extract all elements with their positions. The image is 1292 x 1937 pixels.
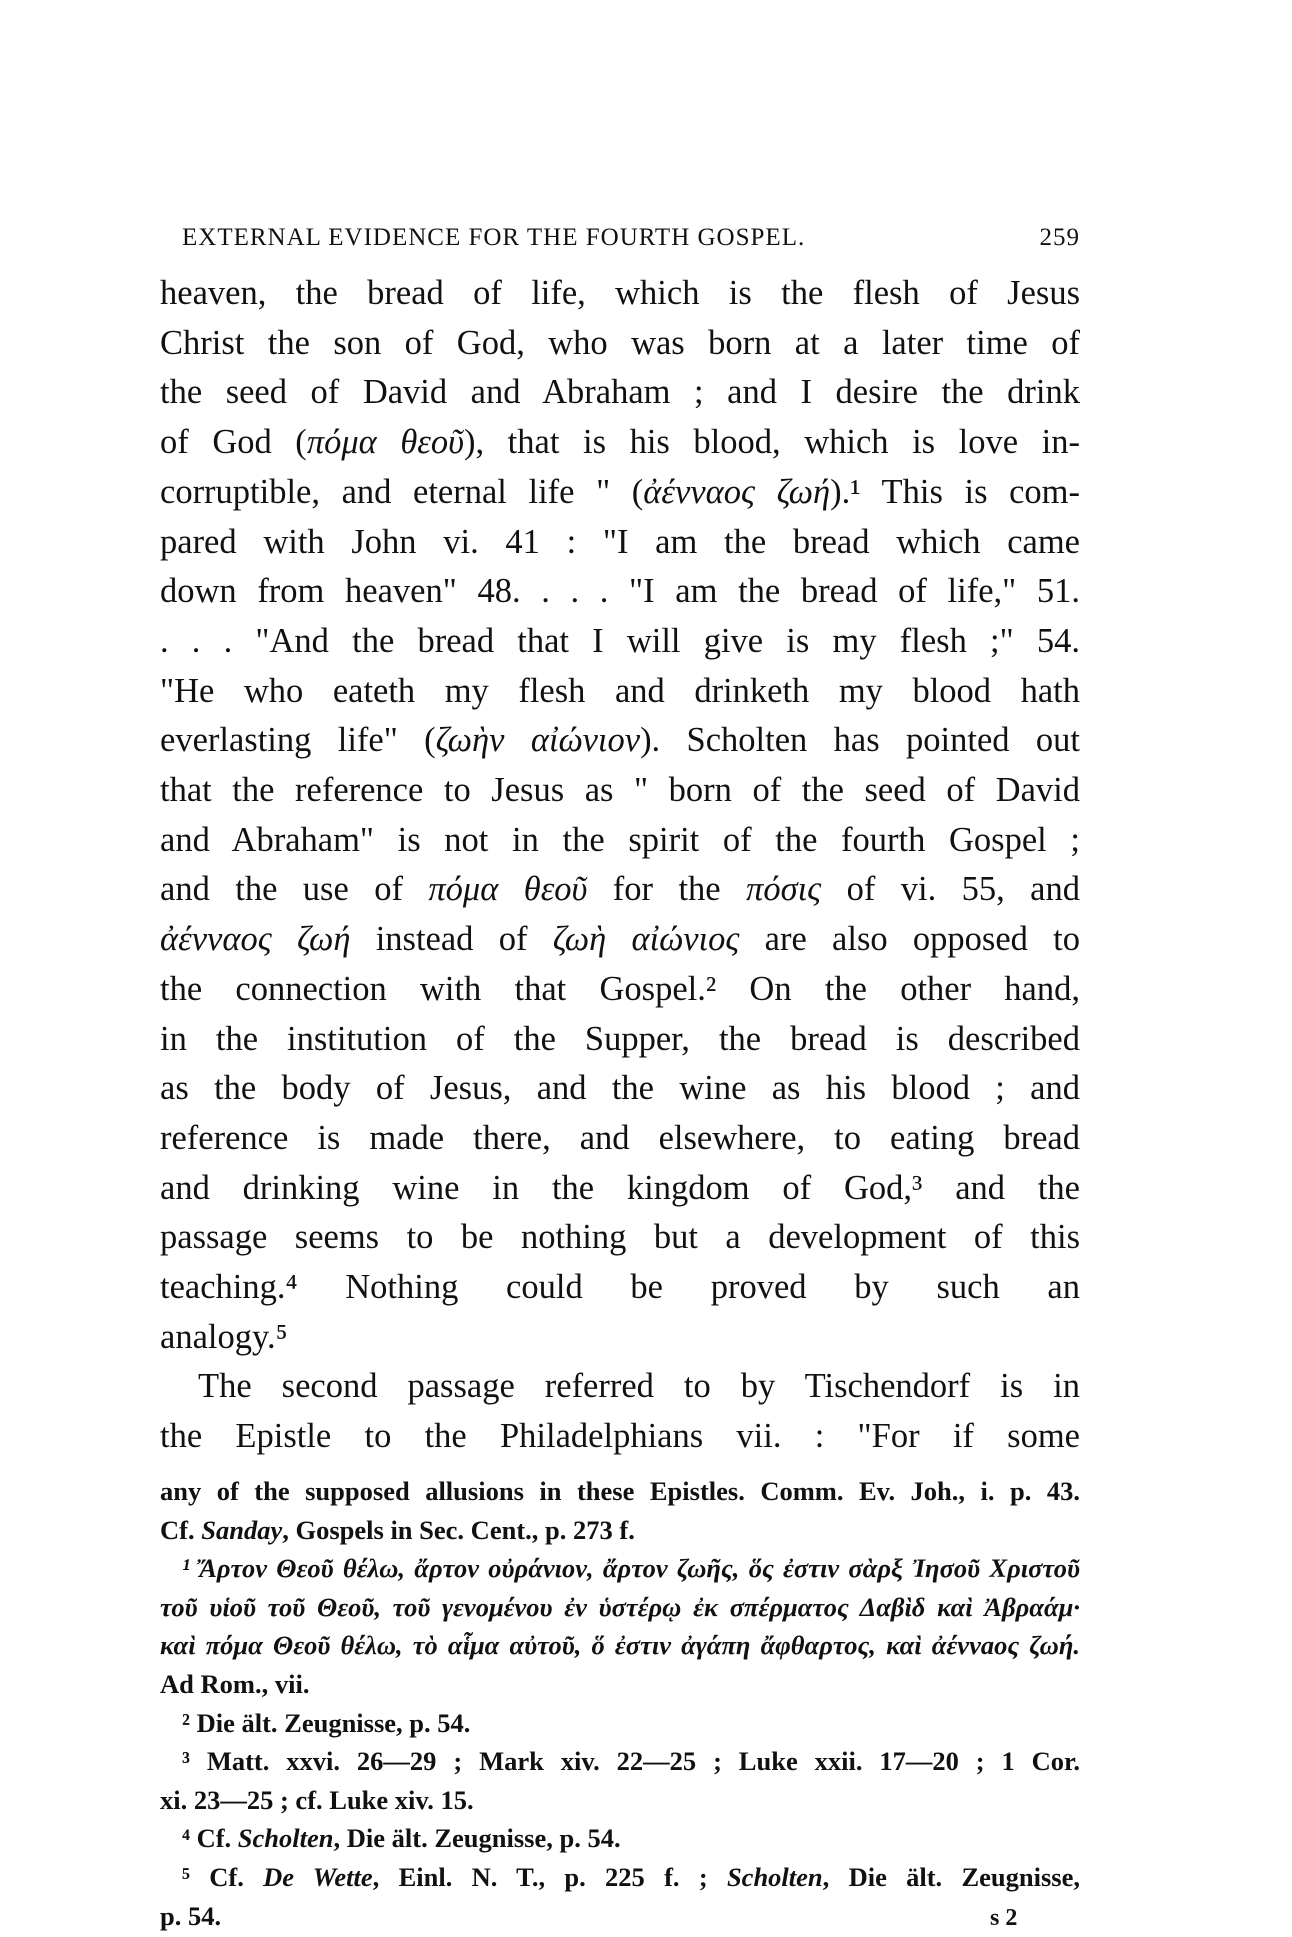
text-segment: any of the supposed allusions in these Epistles. Comm. Ev. Joh., i. p. 43.: [160, 1476, 1080, 1506]
footnote-line: [182, 1817, 1080, 1859]
text-line: [160, 268, 1080, 318]
text-line: [160, 467, 1080, 517]
text-segment: ² Die ält. Zeugnisse, p. 54.: [182, 1707, 471, 1738]
text-segment: corruptible, and eternal life " (: [160, 472, 644, 511]
text-segment: analogy.⁵: [160, 1317, 288, 1356]
text-segment: instead of: [350, 920, 553, 959]
text-line: [160, 1312, 1080, 1362]
text-line: [160, 616, 1080, 666]
text-segment: ), that is his blood, which is love in-: [463, 423, 1080, 462]
text-segment: reference is made there, and elsewhere, to eating bread: [160, 1118, 1080, 1157]
signature-mark: s 2: [990, 1905, 1018, 1931]
text-line: [198, 1361, 1080, 1411]
running-title: EXTERNAL EVIDENCE FOR THE FOURTH GOSPEL.: [182, 224, 806, 251]
text-segment: everlasting life" (: [160, 721, 436, 760]
text-segment: pared with John vi. 41 : "I am the bread which came: [160, 522, 1080, 561]
footnote-line: [160, 1779, 1080, 1821]
text-line: [160, 1262, 1080, 1312]
italic-text: τοῦ υἱοῦ τοῦ Θεοῦ, τοῦ γενομένου ἐν ὑστέρῳ ἐκ σπέρματος Δαβὶδ καὶ Ἀβραάμ·: [160, 1591, 1080, 1622]
footnote-line: [160, 1895, 1080, 1937]
text-segment: in the institution of the Supper, the bread is described: [160, 1019, 1080, 1058]
text-segment: of God (: [160, 423, 307, 462]
text-line: [160, 715, 1080, 765]
text-segment: ⁵ Cf.: [182, 1862, 264, 1892]
footnote-line: [160, 1586, 1080, 1628]
italic-text: Scholten: [726, 1862, 823, 1892]
italic-text: ἀένναος ζωή: [643, 472, 831, 511]
text-line: [160, 318, 1080, 368]
text-segment: the seed of David and Abraham ; and I desire the drink: [160, 373, 1080, 412]
text-segment: , Die ält. Zeugnisse,: [822, 1862, 1080, 1892]
footnote-line: [160, 1509, 1080, 1551]
italic-text: Sanday: [201, 1514, 283, 1545]
text-segment: the Epistle to the Philadelphians vii. : "For if some: [160, 1417, 1080, 1456]
text-segment: , Einl. N. T., p. 225 f. ;: [372, 1862, 727, 1892]
text-segment: for the: [587, 870, 747, 909]
text-segment: p. 54.: [160, 1900, 222, 1931]
text-segment: Ad Rom., vii.: [160, 1669, 310, 1699]
text-segment: heaven, the bread of life, which is the flesh of Jesus: [160, 274, 1080, 312]
text-line: [160, 1063, 1080, 1113]
text-line: [160, 566, 1080, 616]
italic-text: πόσις: [746, 870, 822, 909]
text-line: [160, 864, 1080, 914]
text-segment: the connection with that Gospel.² On the other hand,: [160, 969, 1080, 1008]
italic-text: ¹ Ἄρτον Θεοῦ θέλω, ἄρτον οὐράνιον, ἄρτον ζωῆς, ὅς ἐστιν σὰρξ Ἰησοῦ Χριστοῦ: [182, 1553, 1080, 1584]
italic-text: ἀένναος ζωή: [160, 920, 351, 959]
text-segment: that the reference to Jesus as " born of the seed of David: [160, 771, 1080, 809]
italic-text: καὶ πόμα Θεοῦ θέλω, τὸ αἷμα αὐτοῦ, ὅ ἐστιν ἀγάπη ἄφθαρτος, καὶ ἀέννaος ζωή.: [160, 1630, 1080, 1661]
text-line: [160, 1163, 1080, 1213]
italic-text: Scholten: [237, 1823, 334, 1854]
text-segment: are also opposed to: [739, 920, 1081, 959]
footnote-line: [182, 1547, 1080, 1589]
footnote-line: [182, 1740, 1080, 1782]
text-line: [160, 1014, 1080, 1064]
text-line: [160, 367, 1080, 417]
footnote-line: [160, 1624, 1080, 1666]
footnote-line: [160, 1470, 1080, 1512]
text-line: [160, 765, 1080, 815]
text-segment: Cf.: [160, 1514, 202, 1545]
text-segment: "He who eateth my flesh and drinketh my blood hath: [160, 671, 1080, 710]
text-segment: and Abraham" is not in the spirit of the fourth Gospel ;: [160, 820, 1080, 859]
text-segment: down from heaven" 48. . . . "I am the bread of life," 51.: [160, 572, 1080, 611]
text-segment: ).¹ This is com-: [830, 472, 1081, 511]
text-line: [160, 1113, 1080, 1163]
text-segment: and drinking wine in the kingdom of God,³ and the: [160, 1168, 1080, 1207]
text-segment: teaching.⁴ Nothing could be proved by such an: [160, 1268, 1080, 1306]
text-segment: The second passage referred to by Tischendorf is in: [198, 1367, 1080, 1406]
text-segment: , Gospels in Sec. Cent., p. 273 f.: [282, 1514, 635, 1545]
italic-text: ζωὴν αἰώνιον: [435, 721, 641, 760]
footnote-line: [182, 1856, 1080, 1898]
text-segment: ³ Matt. xxvi. 26—29 ; Mark xiv. 22—25 ; Luke xxii. 17—20 ; 1 Cor.: [182, 1746, 1080, 1777]
italic-text: ζωὴ αἰώνιος: [552, 920, 740, 959]
text-line: [160, 1411, 1080, 1461]
text-line: [160, 964, 1080, 1014]
italic-text: De Wette: [263, 1862, 373, 1892]
text-line: [160, 914, 1080, 964]
text-segment: Christ the son of God, who was born at a later time of: [160, 323, 1080, 362]
running-header: [182, 224, 1080, 252]
text-segment: ⁴ Cf.: [182, 1823, 238, 1854]
text-segment: . . . "And the bread that I will give is my flesh ;" 54.: [160, 621, 1080, 660]
italic-text: πόμα θεοῦ: [428, 870, 588, 909]
text-segment: and the use of: [160, 870, 429, 909]
text-segment: , Die ält. Zeugnisse, p. 54.: [333, 1823, 621, 1854]
italic-text: πόμα θεοῦ: [306, 423, 464, 462]
text-segment: ). Scholten has pointed out: [640, 721, 1080, 760]
footnote-line: [160, 1663, 1080, 1705]
page-number: 259: [1039, 224, 1080, 251]
text-segment: xi. 23—25 ; cf. Luke xiv. 15.: [160, 1784, 474, 1815]
text-line: [160, 1212, 1080, 1262]
text-line: [160, 417, 1080, 467]
text-line: [160, 517, 1080, 567]
footnote-line: [182, 1702, 1080, 1744]
text-segment: of vi. 55, and: [821, 870, 1080, 909]
text-segment: passage seems to be nothing but a development of this: [160, 1218, 1080, 1257]
text-line: [160, 815, 1080, 865]
text-line: [160, 666, 1080, 716]
text-segment: as the body of Jesus, and the wine as his blood ; and: [160, 1069, 1080, 1108]
